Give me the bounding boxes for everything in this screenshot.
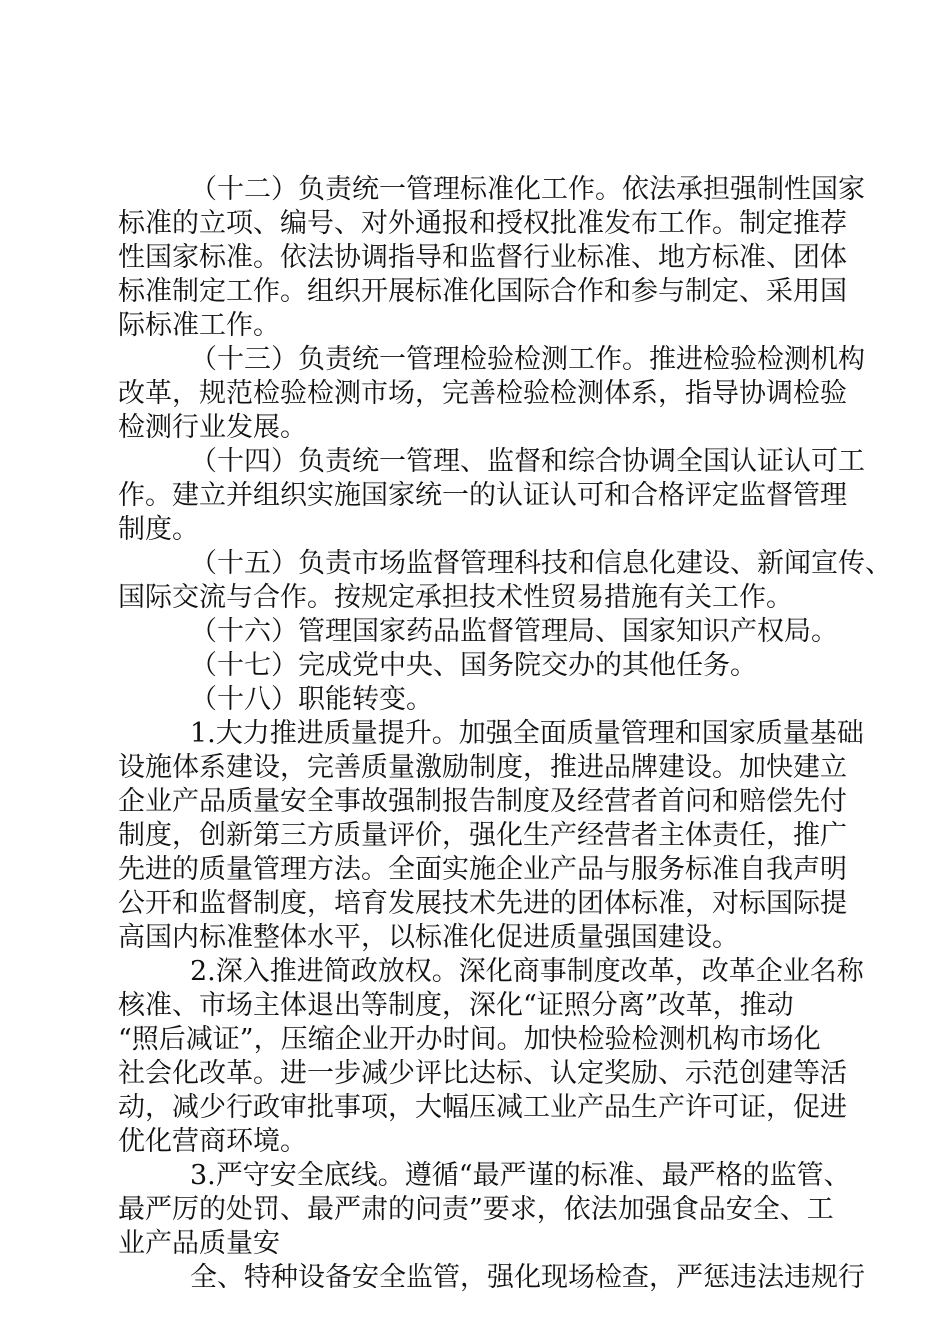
text-line: “照后减证”，压缩企业开办时间。加快检验检测机构市场化 <box>118 1024 821 1055</box>
text-line: （十八）职能转变。 <box>190 684 433 715</box>
text-line: 际标准工作。 <box>118 310 280 341</box>
text-line: 社会化改革。进一步减少评比达标、认定奖励、示范创建等活 <box>118 1058 847 1089</box>
text-line: 作。建立并组织实施国家统一的认证认可和合格评定监督管理 <box>118 480 847 511</box>
text-line: 动，减少行政审批事项，大幅压减工业产品生产许可证，促进 <box>118 1092 847 1123</box>
text-line: （十三）负责统一管理检验检测工作。推进检验检测机构 <box>190 344 865 375</box>
text-line: （十六）管理国家药品监督管理局、国家知识产权局。 <box>190 616 838 647</box>
text-line: 高国内标准整体水平，以标准化促进质量强国建设。 <box>118 922 739 953</box>
text-line: 2.深入推进简政放权。深化商事制度改革，改革企业名称 <box>190 956 864 987</box>
text-line: 业产品质量安 <box>118 1228 280 1259</box>
text-line: （十四）负责统一管理、监督和综合协调全国认证认可工 <box>190 446 865 477</box>
text-line: 设施体系建设，完善质量激励制度，推进品牌建设。加快建立 <box>118 752 847 783</box>
text-line: 制度。 <box>118 514 199 545</box>
text-line: 制度，创新第三方质量评价，强化生产经营者主体责任，推广 <box>118 820 847 851</box>
text-line: 标准制定工作。组织开展标准化国际合作和参与制定、采用国 <box>118 276 847 307</box>
text-line: 标准的立项、编号、对外通报和授权批准发布工作。制定推荐 <box>118 208 847 239</box>
text-line: 公开和监督制度，培育发展技术先进的团体标准，对标国际提 <box>118 888 847 919</box>
text-line: （十五）负责市场监督管理科技和信息化建设、新闻宣传、 <box>190 548 892 579</box>
text-line: 1.大力推进质量提升。加强全面质量管理和国家质量基础 <box>190 718 864 749</box>
text-line: 检测行业发展。 <box>118 412 307 443</box>
text-line: 企业产品质量安全事故强制报告制度及经营者首问和赔偿先付 <box>118 786 847 817</box>
text-line: 核准、市场主体退出等制度，深化“证照分离”改革，推动 <box>118 990 794 1021</box>
text-line: 全、特种设备安全监管，强化现场检查，严惩违法违规行 <box>190 1262 865 1293</box>
text-line: 性国家标准。依法协调指导和监督行业标准、地方标准、团体 <box>118 242 847 273</box>
text-line: 最严厉的处罚、最严肃的问责”要求，依法加强食品安全、工 <box>118 1194 834 1225</box>
text-line: 先进的质量管理方法。全面实施企业产品与服务标准自我声明 <box>118 854 847 885</box>
text-line: 国际交流与合作。按规定承担技术性贸易措施有关工作。 <box>118 582 793 613</box>
text-line: 3.严守安全底线。遵循“最严谨的标准、最严格的监管、 <box>190 1160 851 1191</box>
text-line: （十二）负责统一管理标准化工作。依法承担强制性国家 <box>190 174 865 205</box>
text-line: 改革，规范检验检测市场，完善检验检测体系，指导协调检验 <box>118 378 847 409</box>
text-line: （十七）完成党中央、国务院交办的其他任务。 <box>190 650 757 681</box>
text-line: 优化营商环境。 <box>118 1126 307 1157</box>
